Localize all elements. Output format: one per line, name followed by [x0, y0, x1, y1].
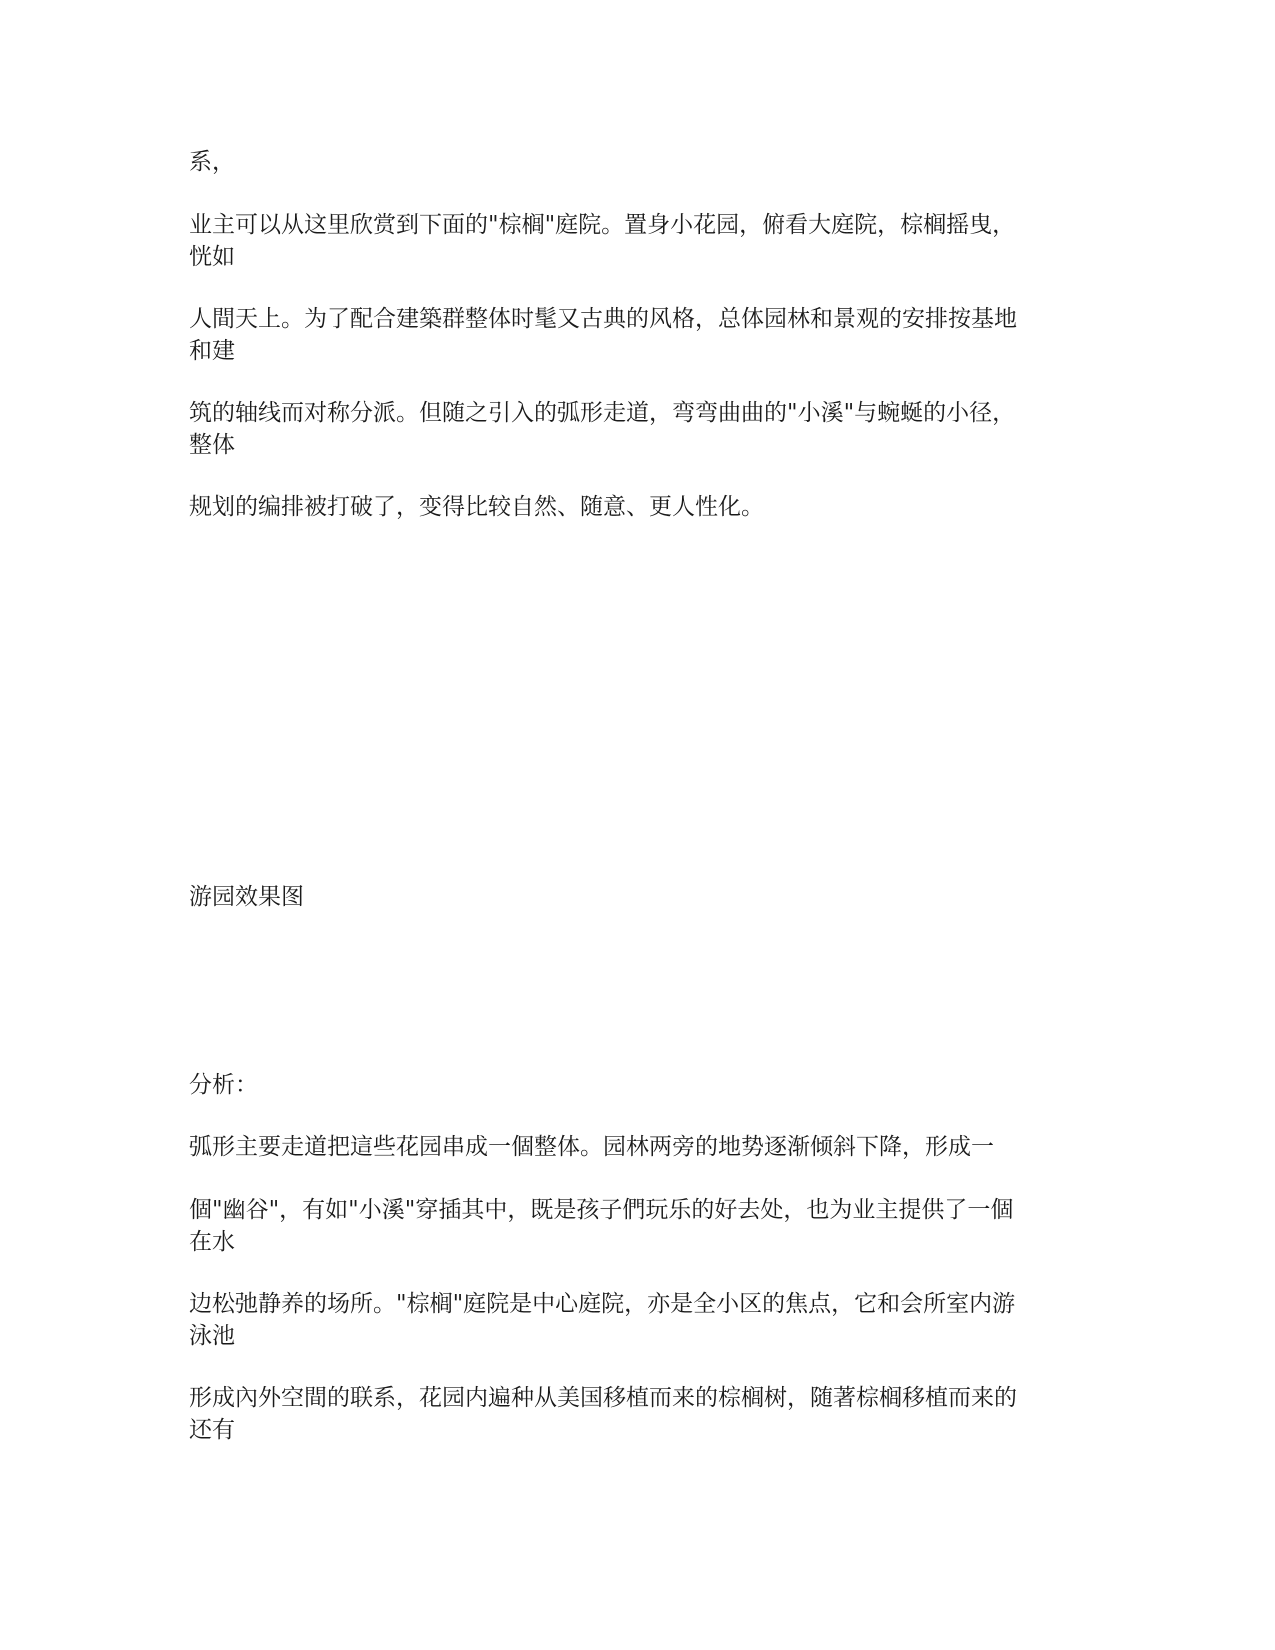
paragraph-6 [189, 1131, 1099, 1163]
text-line: 规划的编排被打破了，变得比较自然、随意、更人性化。 [189, 494, 764, 520]
paragraph-8 [189, 1288, 1099, 1352]
text-line: 形成內外空間的联系，花园内遍种从美国移植而来的棕榈树，随著棕榈移植而来的 [189, 1385, 1017, 1411]
text-line: 弧形主要走道把這些花园串成一個整体。园林两旁的地势逐渐倾斜下降，形成一 [189, 1134, 994, 1160]
text-line: 在水 [189, 1229, 235, 1255]
heading-text: 分析： [189, 1072, 258, 1098]
text-line: 还有 [189, 1417, 235, 1443]
text-line: 整体 [189, 432, 235, 458]
analysis-heading [189, 1069, 1099, 1101]
paragraph-2 [189, 209, 1099, 273]
paragraph-3 [189, 303, 1099, 367]
text-line: 业主可以从这里欣赏到下面的"棕榈"庭院。置身小花园，俯看大庭院，棕榈摇曳， [189, 212, 1016, 238]
text-line: 筑的轴线而对称分派。但随之引入的弧形走道，弯弯曲曲的"小溪"与蜿蜒的小径， [189, 400, 1016, 426]
text-line: 泳池 [189, 1323, 235, 1349]
paragraph-4 [189, 397, 1099, 461]
text-line: 個"幽谷"，有如"小溪"穿插其中，既是孩子們玩乐的好去处，也为业主提供了一個 [189, 1197, 1014, 1223]
text-line: 和建 [189, 338, 235, 364]
image-caption [189, 881, 1099, 913]
text-line: 人間天上。为了配合建築群整体时髦又古典的风格，总体园林和景观的安排按基地 [189, 306, 1017, 332]
paragraph-1 [189, 146, 1099, 178]
caption-text: 游园效果图 [189, 884, 304, 910]
text-line: 系， [189, 149, 235, 175]
text-line: 边松弛静养的场所。"棕榈"庭院是中心庭院，亦是全小区的焦点，它和会所室内游 [189, 1291, 1016, 1317]
paragraph-7 [189, 1194, 1099, 1258]
paragraph-9 [189, 1382, 1099, 1446]
text-line: 恍如 [189, 244, 235, 270]
paragraph-5 [189, 491, 1099, 523]
